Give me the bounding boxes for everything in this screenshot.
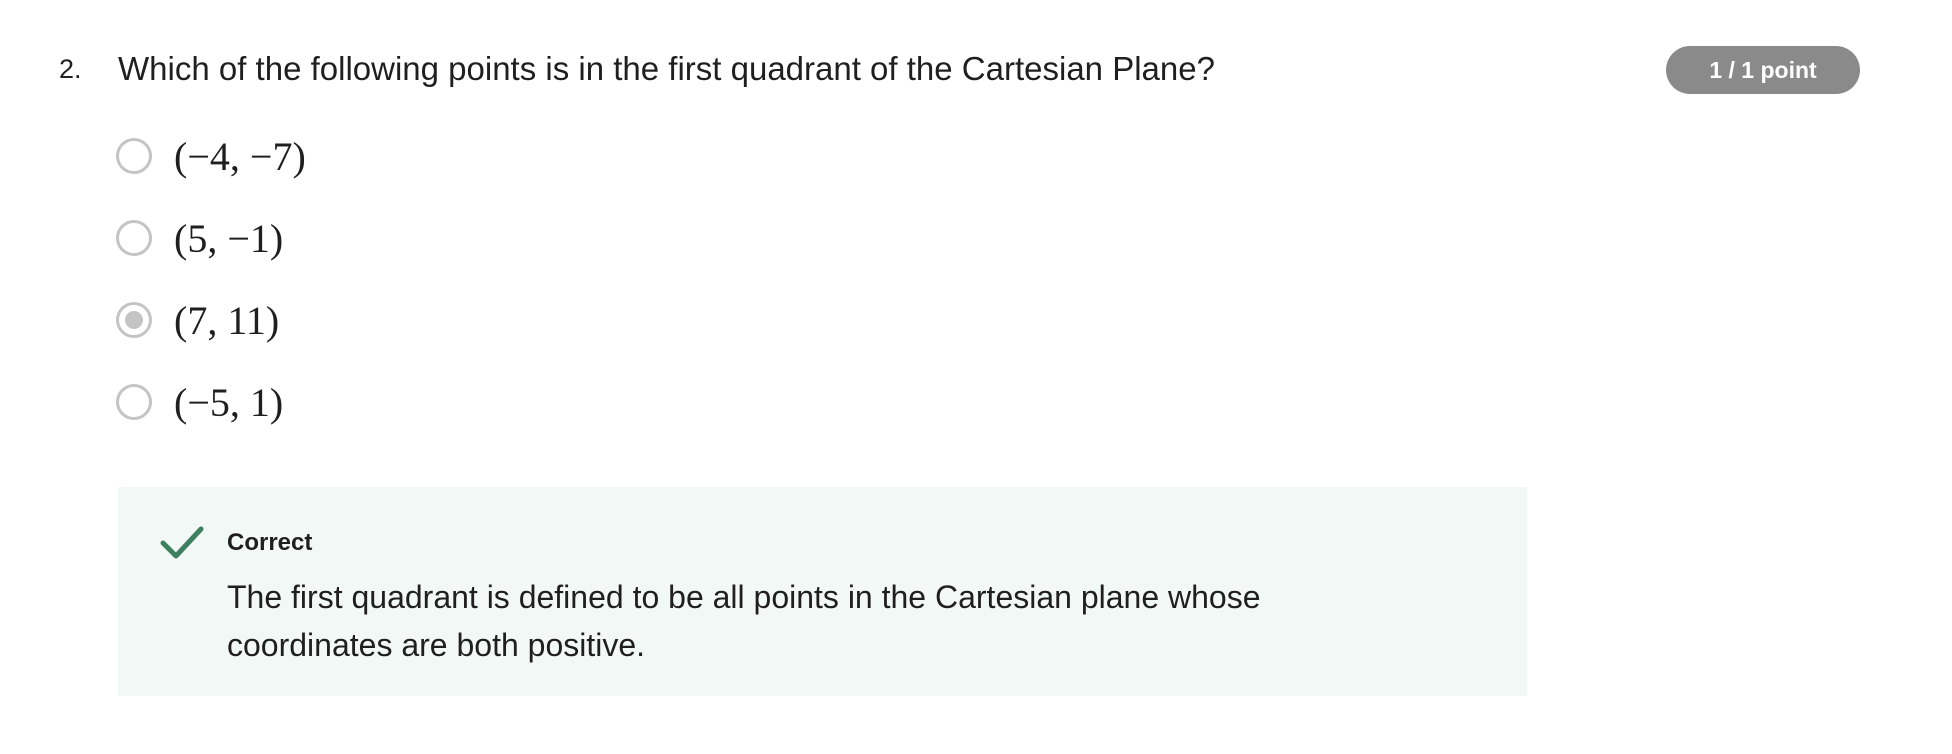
question-number: 2.	[59, 54, 82, 84]
feedback-explanation: The first quadrant is defined to be all points in the Cartesian plane whose coordinates are both positive.	[227, 579, 1261, 663]
points-badge: 1 / 1 point	[1666, 46, 1860, 94]
feedback-status: Correct	[227, 529, 313, 556]
answer-option-label: (−5, 1)	[174, 379, 284, 425]
radio-button[interactable]	[116, 138, 152, 174]
answer-option-3[interactable]	[116, 292, 816, 348]
radio-button[interactable]	[116, 220, 152, 256]
answer-option-1[interactable]	[116, 128, 816, 184]
question-text: Which of the following points is in the first quadrant of the Cartesian Plane?	[118, 50, 1215, 87]
radio-button-selected[interactable]	[116, 302, 152, 338]
answer-option-2[interactable]	[116, 210, 816, 266]
radio-button[interactable]	[116, 384, 152, 420]
answer-option-label: (−4, −7)	[174, 133, 306, 179]
feedback-panel	[118, 487, 1527, 696]
answer-option-label: (7, 11)	[174, 297, 280, 343]
check-icon	[160, 525, 204, 561]
answer-option-4[interactable]	[116, 374, 816, 430]
answer-option-label: (5, −1)	[174, 215, 284, 261]
